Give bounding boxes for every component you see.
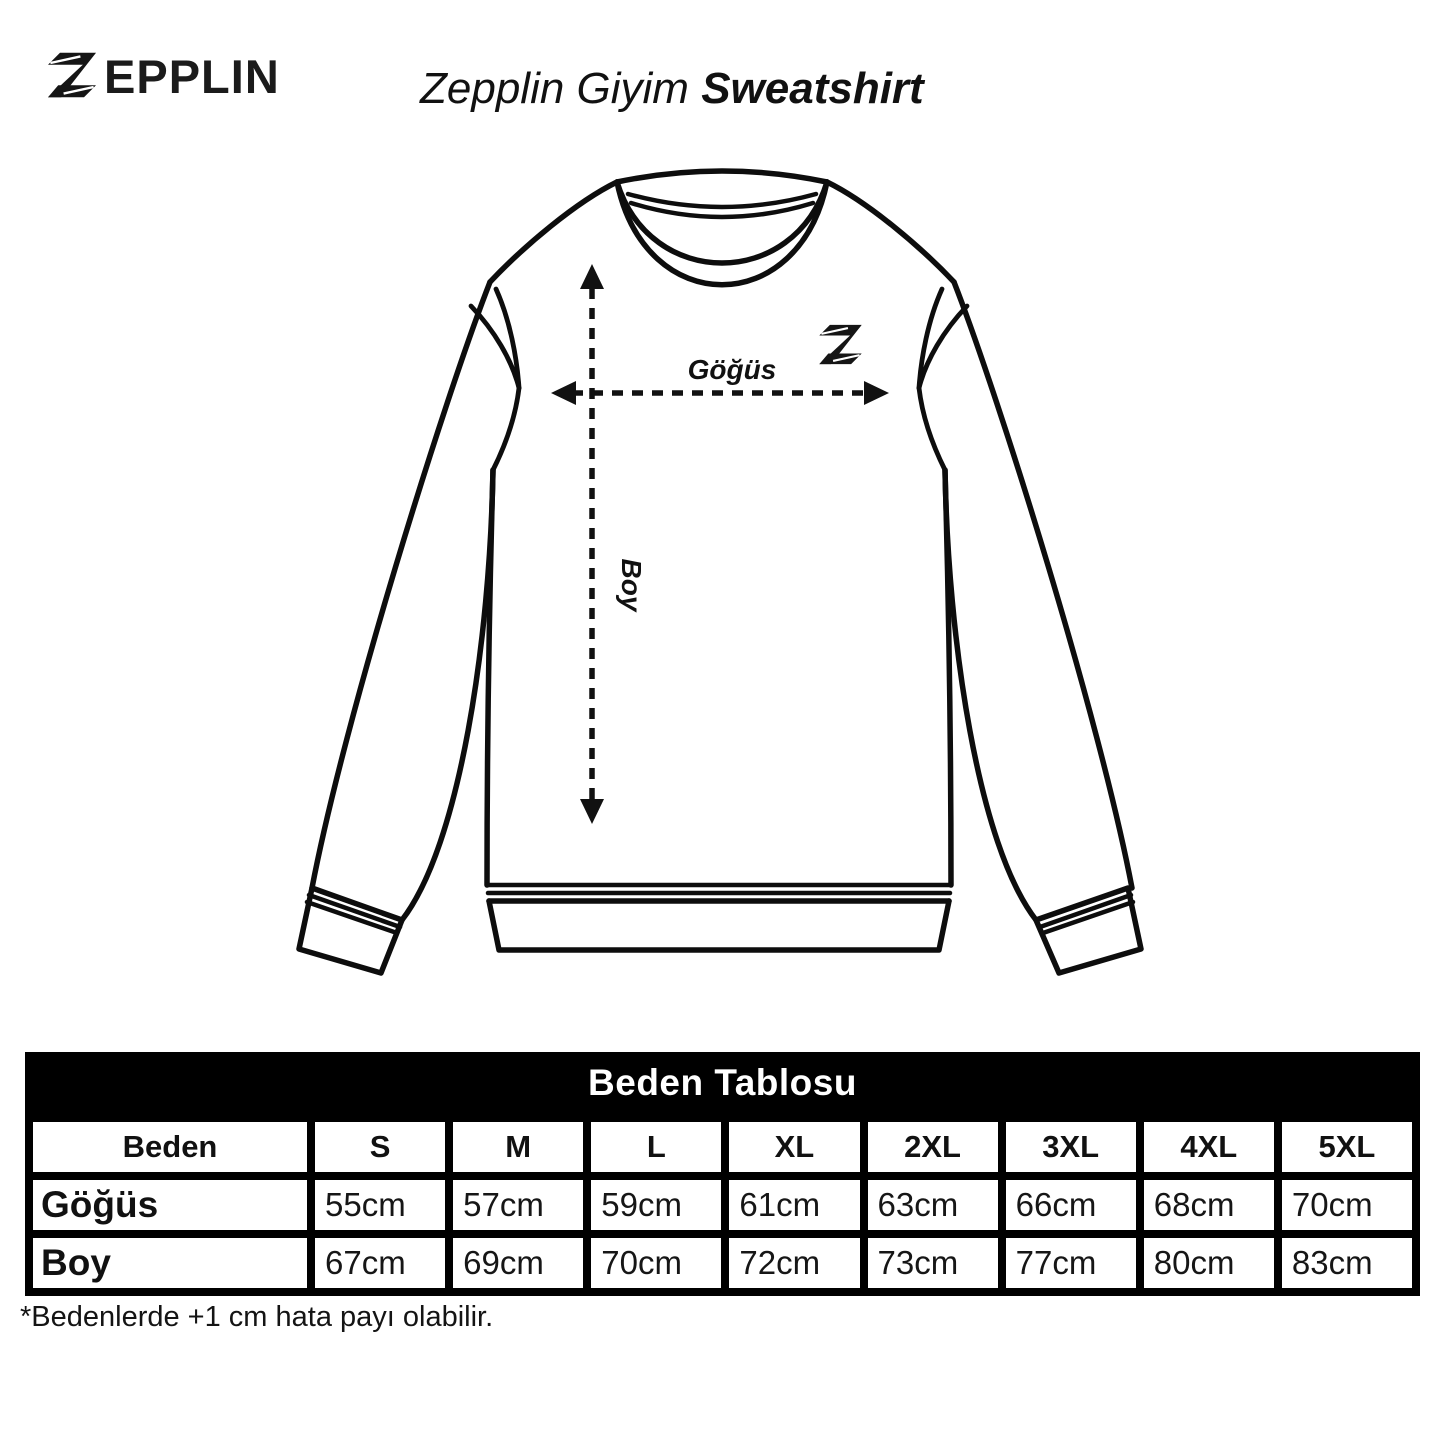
brand-name: EPPLIN (104, 49, 280, 103)
length-value: 77cm (1002, 1234, 1140, 1292)
size-tolerance-note: *Bedenlerde +1 cm hata payı olabilir. (20, 1301, 494, 1333)
size-table-header-row (29, 1118, 1416, 1176)
chest-value: 68cm (1140, 1176, 1278, 1234)
right-armhole-seam (919, 289, 967, 470)
chest-value: 61cm (725, 1176, 863, 1234)
length-value: 69cm (449, 1234, 587, 1292)
column-header: S (311, 1118, 449, 1176)
column-header: M (449, 1118, 587, 1176)
sweatshirt-outline (299, 171, 1141, 973)
left-sleeve-inner (402, 470, 493, 920)
length-value: 70cm (587, 1234, 725, 1292)
column-header: XL (725, 1118, 863, 1176)
page-title (420, 64, 924, 114)
chest-value: 59cm (587, 1176, 725, 1234)
page-title-bold: Sweatshirt (701, 64, 924, 113)
length-row (29, 1234, 1416, 1292)
length-arrow (580, 264, 647, 824)
arrowhead-up (580, 264, 604, 289)
chest-value: 55cm (311, 1176, 449, 1234)
collar (617, 171, 827, 285)
column-header: 5XL (1278, 1118, 1416, 1176)
left-cuff (299, 888, 402, 973)
chest-value: 63cm (864, 1176, 1002, 1234)
chest-label: Göğüs (687, 354, 777, 385)
column-header: Beden (29, 1118, 311, 1176)
row-label-chest: Göğüs (29, 1176, 311, 1234)
chest-row (29, 1176, 1416, 1234)
chest-value: 66cm (1002, 1176, 1140, 1234)
chest-value: 57cm (449, 1176, 587, 1234)
row-label-length: Boy (29, 1234, 311, 1292)
column-header: L (587, 1118, 725, 1176)
z-logo-chest (819, 325, 861, 364)
page-title-regular: Zepplin Giyim (420, 64, 702, 113)
length-value: 67cm (311, 1234, 449, 1292)
right-shoulder (827, 182, 954, 282)
left-shoulder (490, 182, 617, 282)
right-cuff (1036, 888, 1141, 973)
zepplin-z-icon (42, 45, 102, 105)
length-value: 72cm (725, 1234, 863, 1292)
arrowhead-right (864, 381, 889, 405)
right-sleeve-inner (945, 470, 1036, 920)
chest-value: 70cm (1278, 1176, 1416, 1234)
size-table (25, 1052, 1420, 1296)
sweatshirt-diagram (250, 150, 1200, 1050)
size-table-title: Beden Tablosu (25, 1052, 1420, 1114)
left-sleeve-outer (312, 282, 490, 888)
right-sleeve-outer (954, 282, 1132, 888)
brand-logo (42, 45, 280, 105)
column-header: 3XL (1002, 1118, 1140, 1176)
length-value: 83cm (1278, 1234, 1416, 1292)
length-value: 73cm (864, 1234, 1002, 1292)
size-table-grid (25, 1114, 1420, 1296)
left-armhole-seam (471, 289, 519, 470)
length-value: 80cm (1140, 1234, 1278, 1292)
column-header: 2XL (864, 1118, 1002, 1176)
hem-band (487, 885, 951, 950)
arrowhead-left (551, 381, 576, 405)
length-label: Boy (616, 558, 647, 612)
column-header: 4XL (1140, 1118, 1278, 1176)
arrowhead-down (580, 799, 604, 824)
